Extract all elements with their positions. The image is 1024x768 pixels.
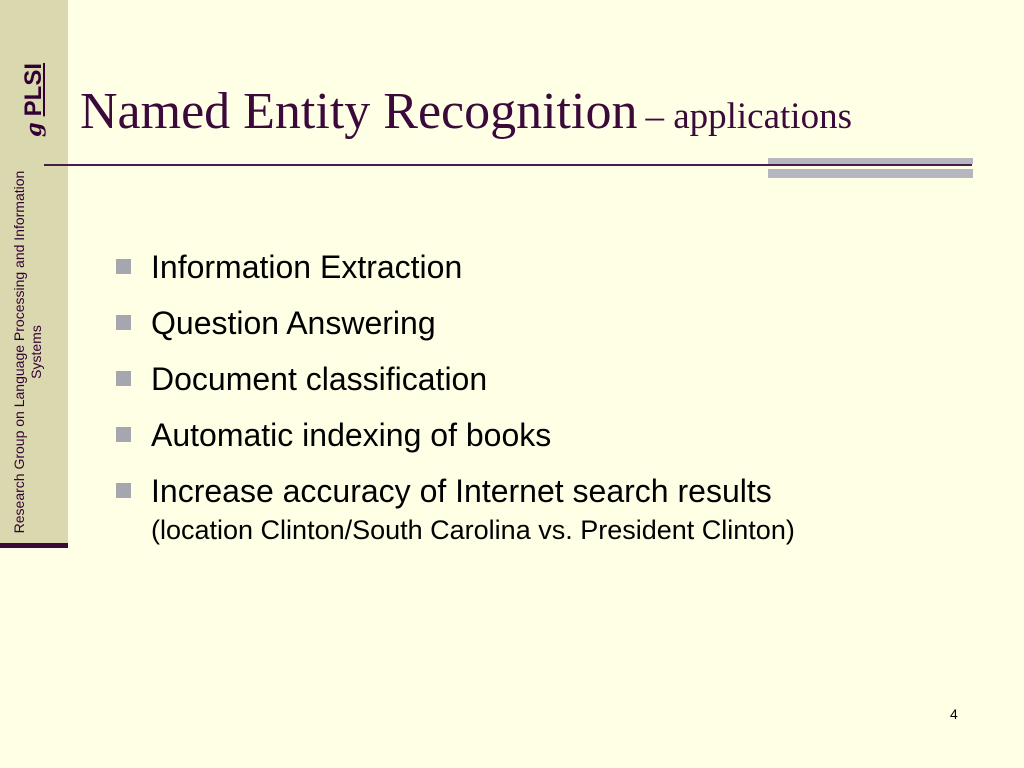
bullet-list [116,246,946,562]
title-main: Named Entity Recognition [80,83,638,140]
bullet-subtext: (location Clinton/South Carolina vs. President Clinton) [151,515,795,545]
org-name: Research Group on Language Processing and Information Systems [11,170,44,534]
accent-bar-top [768,158,973,164]
title-subtitle: – applications [645,96,852,137]
bullet-square-icon [116,483,131,498]
bullet-text: Information Extraction [151,249,463,285]
bullet-square-icon [116,371,131,386]
sidebar [0,0,68,545]
bullet-content [151,470,851,548]
bullet-text: Automatic indexing of books [151,417,552,453]
bullet-content [151,246,462,288]
bullet-item [116,246,946,288]
bullet-content [151,358,487,400]
bullet-item [116,358,946,400]
bullet-square-icon [116,427,131,442]
slide-title [80,82,852,141]
accent-bar-bottom [768,169,973,178]
title-underline [44,164,972,166]
logo-text: PLSI [20,62,47,117]
slide-number: 4 [950,706,958,722]
plsi-logo [20,63,48,137]
bullet-text: Increase accuracy of Internet search results [151,473,772,509]
sidebar-divider [0,543,68,548]
bullet-item [116,414,946,456]
bullet-square-icon [116,259,131,274]
bullet-content [151,414,551,456]
bullet-square-icon [116,315,131,330]
bullet-content [151,302,436,344]
logo-letter: g [21,122,46,138]
bullet-text: Document classification [151,361,488,397]
bullet-item [116,302,946,344]
bullet-text: Question Answering [151,305,436,341]
bullet-item [116,470,946,548]
